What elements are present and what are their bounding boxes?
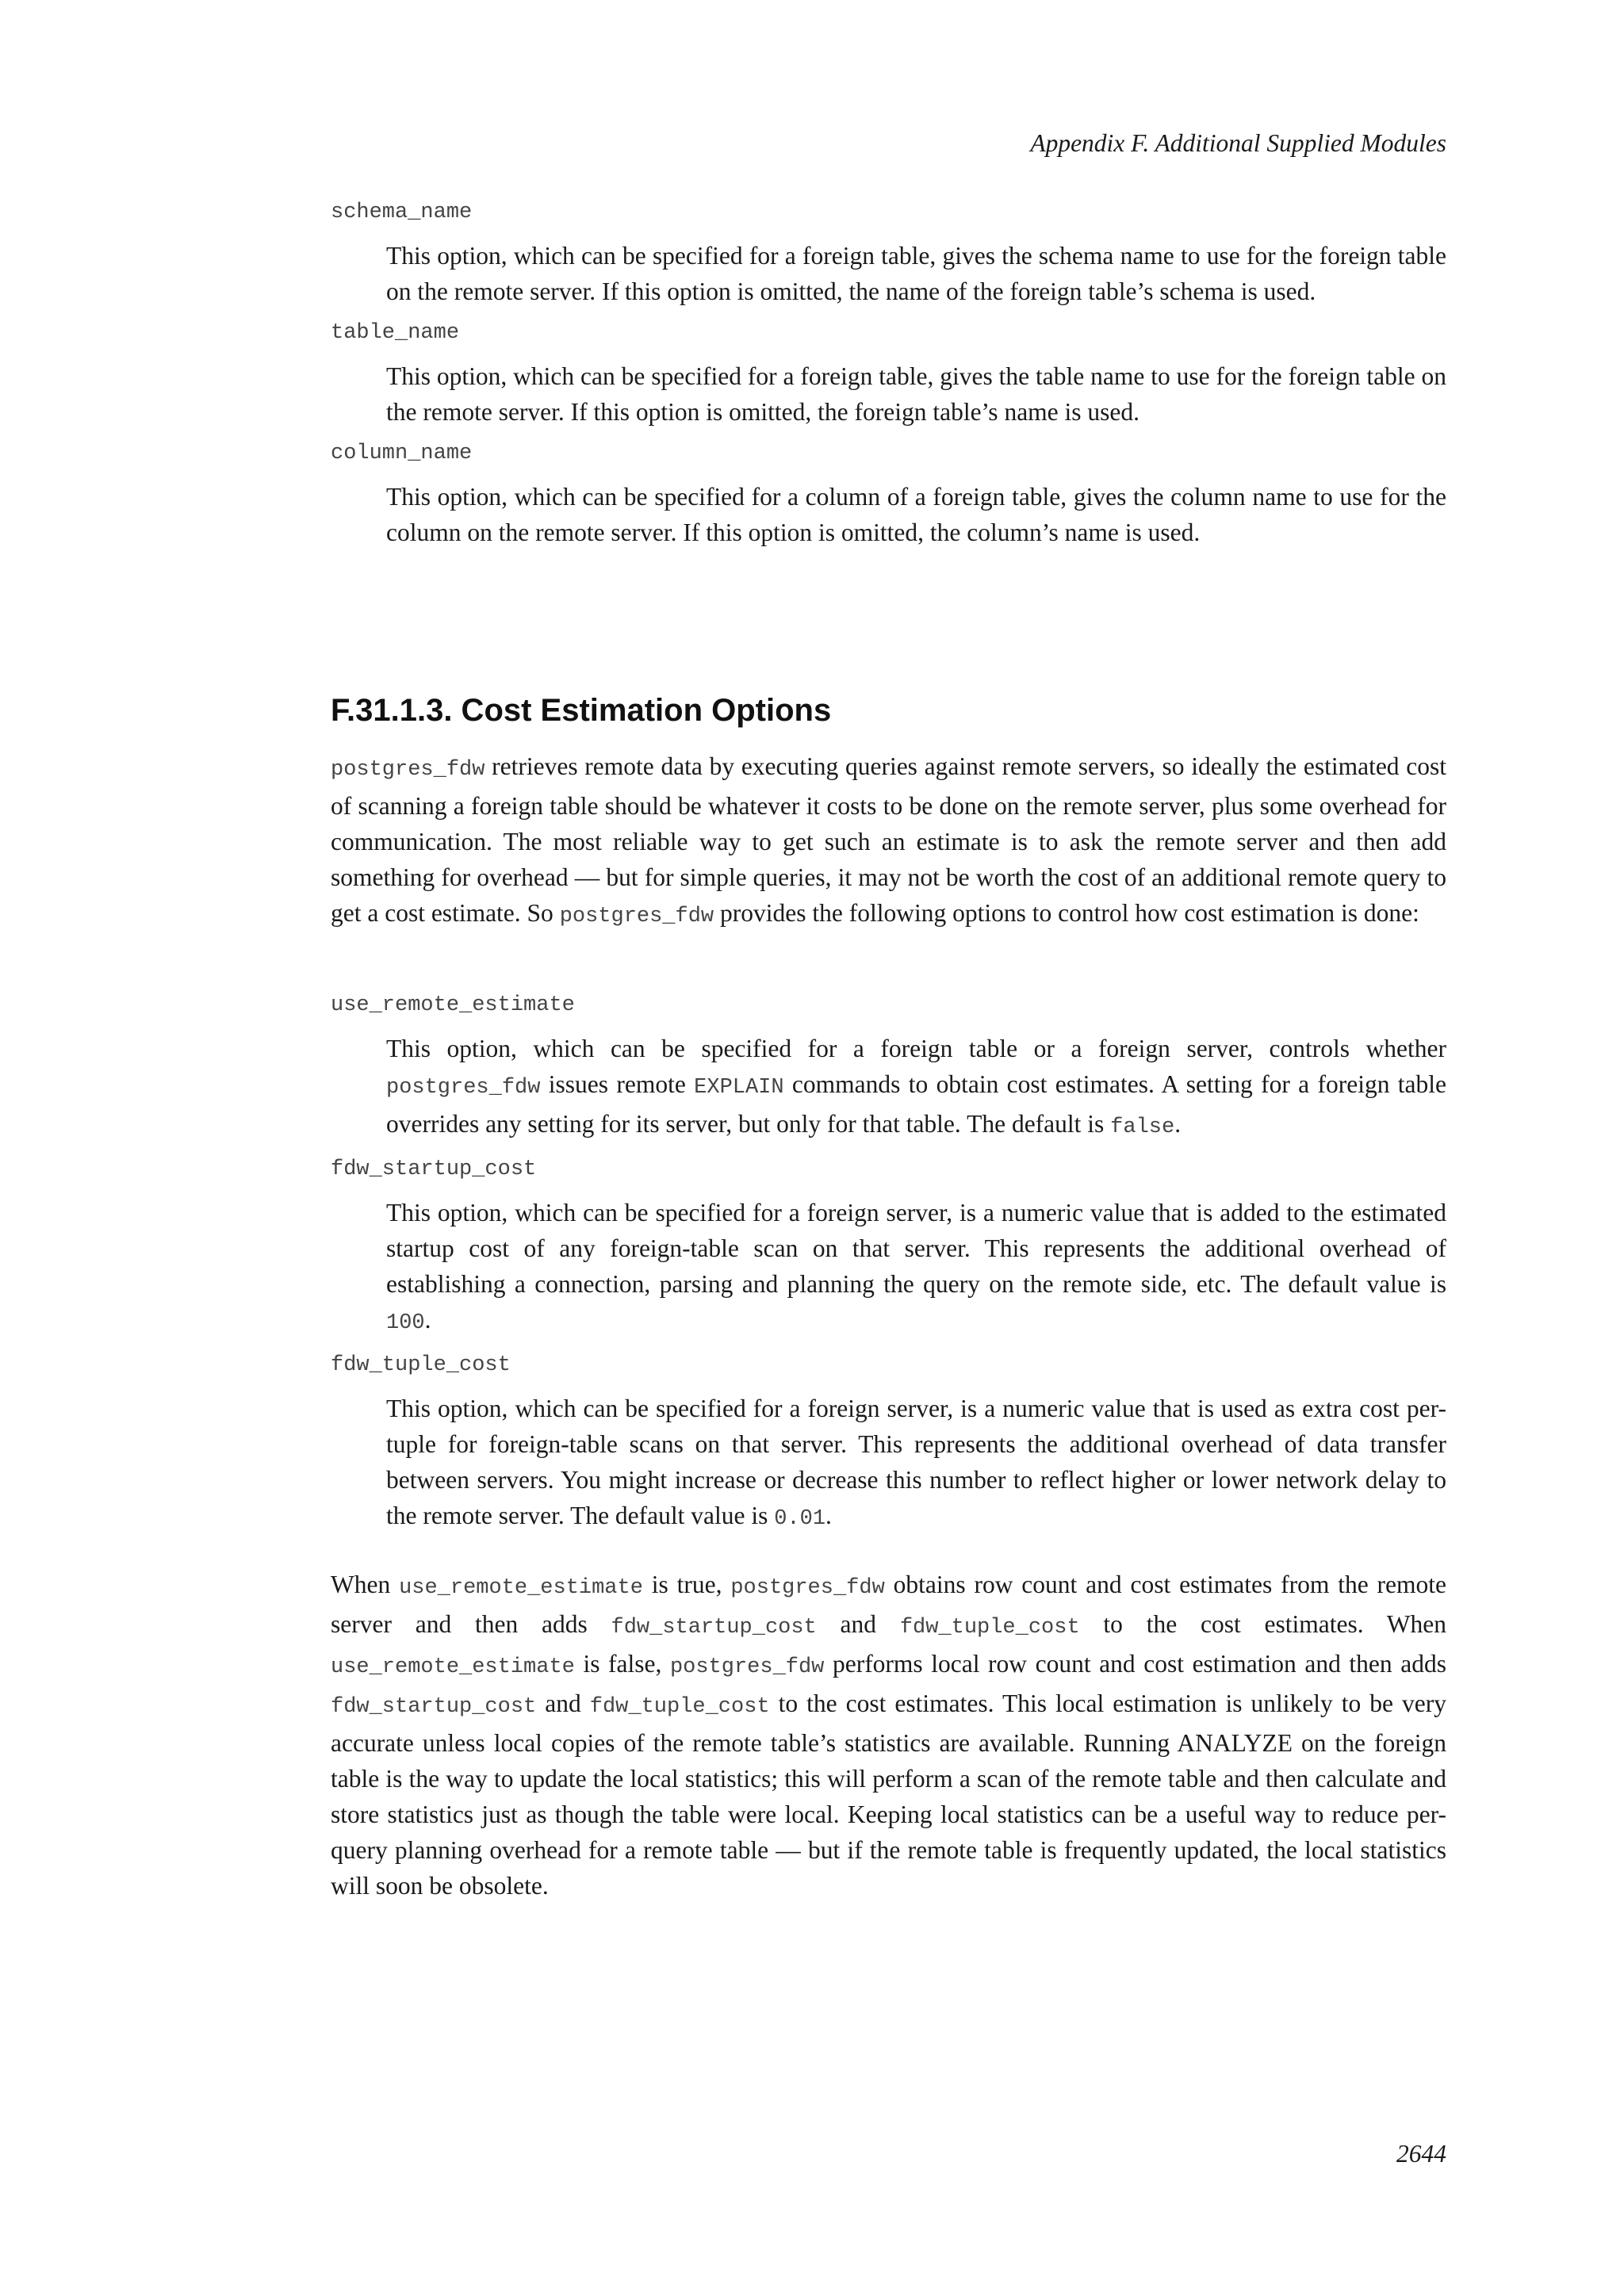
para-text: When [331,1571,400,1598]
option-desc-column-name: This option, which can be specified for a column of a foreign table, gives the column name to use for the column on the remote server. If this option is omitted, the column’s name is used. [386,483,1446,546]
option-term-table-name: table_name [331,321,460,345]
option-desc-use-remote-estimate [386,1031,1446,1146]
option-term-column-name: column_name [331,442,473,465]
option-term-fdw-startup-cost: fdw_startup_cost [331,1158,537,1181]
desc-text: This option, which can be specified for a foreign table or a foreign server, controls whether [386,1035,1446,1062]
section-intro-paragraph [331,748,1446,935]
para-text: obtains row count and cost estimates from the remote server and then adds [331,1571,1447,1638]
desc-text: commands to obtain cost estimates. A setting for a foreign table overrides any setting for its server, but only for that table. The default is [386,1070,1447,1138]
code-default-value: 100 [386,1311,425,1335]
para-text: to the cost estimates. When [1079,1610,1447,1638]
code-explain: EXPLAIN [694,1076,784,1100]
code-postgres-fdw: postgres_fdw [331,758,485,782]
code-postgres-fdw: postgres_fdw [559,905,714,928]
code-postgres-fdw: postgres_fdw [730,1576,885,1600]
options-list-naming [331,198,1446,550]
para-text: and [816,1610,900,1638]
option-term-fdw-tuple-cost: fdw_tuple_cost [331,1353,511,1377]
options-list-cost [331,991,1446,1537]
para-text: and [536,1689,590,1717]
desc-text: . [1174,1110,1182,1138]
page-number: 2644 [1396,2140,1446,2168]
desc-text: This option, which can be specified for a foreign server, is a numeric value that is added to the estimated startup cost of any foreign-table scan on that server. This represents the additional overhead of establishing a connection, parsing and planning the query on the remote side, etc. The default value is [386,1199,1446,1298]
intro-text: provides the following options to control how cost estimation is done: [714,899,1419,927]
code-use-remote-estimate: use_remote_estimate [331,1655,575,1679]
desc-text: . [424,1306,431,1334]
closing-paragraph [331,1567,1446,1904]
option-desc-fdw-tuple-cost [386,1391,1446,1537]
section-heading: F.31.1.3. Cost Estimation Options [331,693,832,728]
running-header: Appendix F. Additional Supplied Modules [1030,129,1446,157]
code-fdw-startup-cost: fdw_startup_cost [611,1616,817,1640]
option-term-use-remote-estimate: use_remote_estimate [331,993,575,1017]
code-use-remote-estimate: use_remote_estimate [399,1576,643,1600]
code-postgres-fdw: postgres_fdw [669,1655,825,1679]
para-text: performs local row count and cost estimation and then adds [824,1650,1446,1678]
option-desc-table-name: This option, which can be specified for a foreign table, gives the table name to use for the foreign table on the remote server. If this option is omitted, the foreign table’s name is used. [386,362,1446,426]
option-term-schema-name: schema_name [331,201,473,224]
desc-text: . [825,1502,832,1529]
code-false: false [1110,1115,1175,1139]
desc-text: This option, which can be specified for a foreign server, is a numeric value that is used as extra cost per-tuple for foreign-table scans on that server. This represents the additional overhead of data transfer between servers. You might increase or decrease this number to reflect higher or lower network delay to the remote server. The default value is [386,1395,1446,1529]
option-desc-schema-name: This option, which can be specified for a foreign table, gives the schema name to use for the foreign table on the remote server. If this option is omitted, the name of the foreign table’s schema is used. [386,242,1446,305]
code-postgres-fdw: postgres_fdw [386,1076,541,1100]
code-fdw-startup-cost: fdw_startup_cost [331,1695,537,1719]
code-fdw-tuple-cost: fdw_tuple_cost [589,1695,770,1719]
desc-text: issues remote [540,1070,695,1098]
para-text: is true, [642,1571,731,1598]
para-text: is false, [574,1650,670,1678]
intro-text: retrieves remote data by executing queries against remote servers, so ideally the estimated cost of scanning a foreign table should be whatever it costs to be done on the remote server, plus some overhead for communication. The most reliable way to get such an estimate is to ask the remote server and then add something for overhead — but for simple queries, it may not be worth the cost of an additional remote query to get a cost estimate. So [331,752,1446,927]
code-fdw-tuple-cost: fdw_tuple_cost [899,1616,1080,1640]
option-desc-fdw-startup-cost [386,1195,1446,1341]
code-default-value: 0.01 [774,1507,826,1531]
para-text: to the cost estimates. This local estimation is unlikely to be very accurate unless local copies of the remote table’s statistics are available. Running ANALYZE on the foreign table is the way to update the local statistics; this will perform a scan of the remote table and then calculate and store statistics just as though the table were local. Keeping local statistics can be a useful way to reduce per-query planning overhead for a remote table — but if the remote table is frequently updated, the local statistics will soon be obsolete. [331,1689,1446,1900]
